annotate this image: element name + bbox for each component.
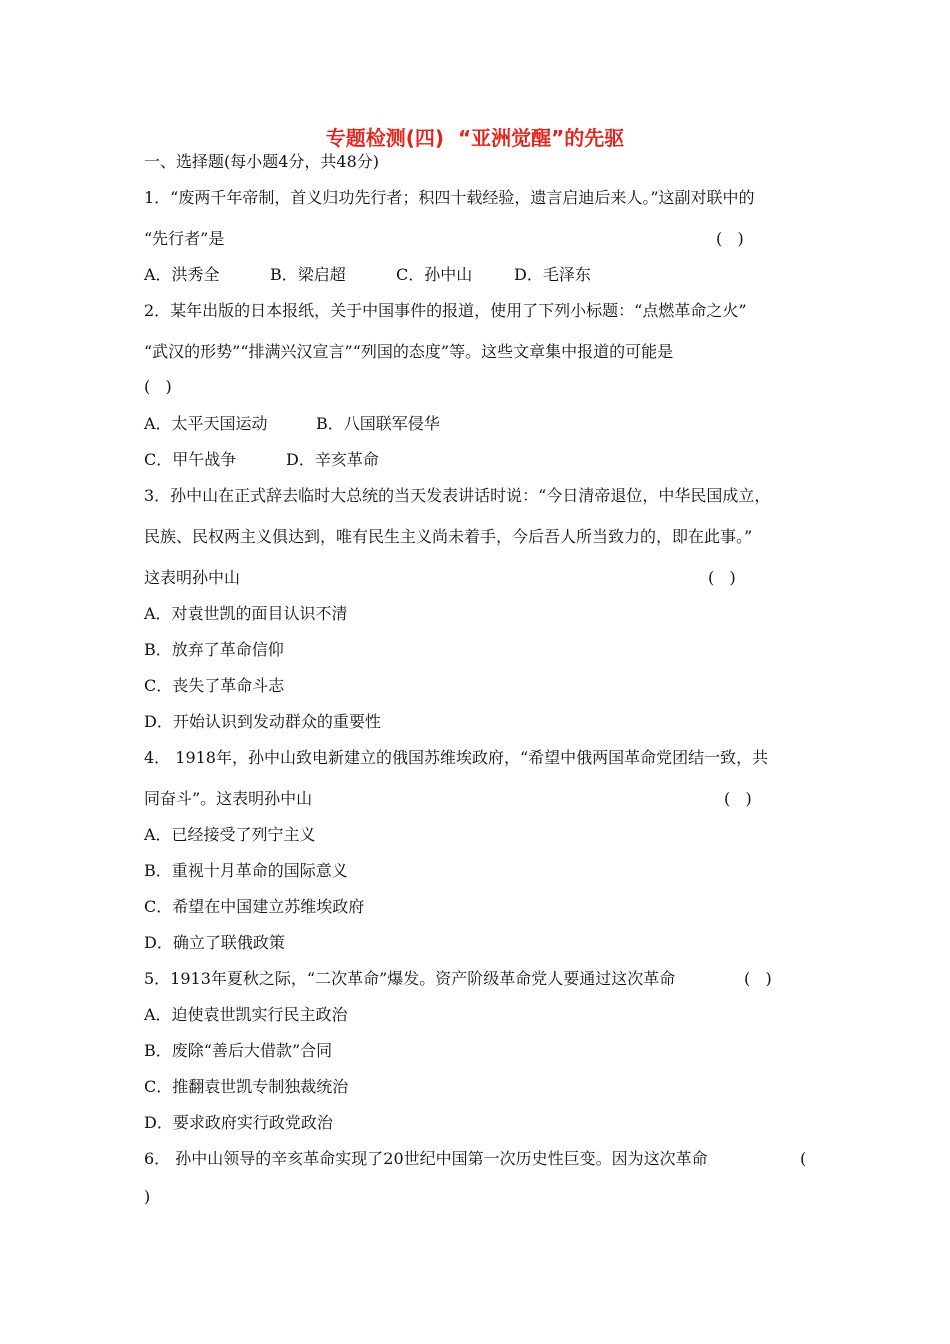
q3-option-b: B．放弃了革命信仰 [144, 640, 284, 659]
q1-stem-line1: 1．“废两千年帝制，首义归功先行者；积四十载经验，遗言启迪后来人。”这副对联中的 [144, 188, 755, 207]
q1-answer-bracket: ( ) [716, 229, 744, 248]
q4-stem-line2: 同奋斗”。这表明孙中山 [144, 789, 313, 808]
q4-option-d: D．确立了联俄政策 [144, 933, 285, 952]
page-title: 专题检测(四) “亚洲觉醒”的先驱 [325, 126, 625, 150]
q1-option-c: C．孙中山 [396, 265, 473, 284]
q4-option-a: A．已经接受了列宁主义 [144, 825, 316, 844]
q2-stem-line2: “武汉的形势”“排满兴汉宣言”“列国的态度”等。这些文章集中报道的可能是 [144, 342, 674, 361]
q4-answer-bracket: ( ) [724, 789, 752, 808]
q2-option-a: A．太平天国运动 [144, 414, 268, 433]
q2-options-row1 [144, 414, 440, 434]
q5-stem-line1: 5．1913年夏秋之际，“二次革命”爆发。资产阶级革命党人要通过这次革命 [144, 969, 676, 988]
section-heading: 一、选择题(每小题4分，共48分) [144, 152, 380, 171]
q2-options-row2 [144, 450, 379, 470]
q3-option-d: D．开始认识到发动群众的重要性 [144, 712, 381, 731]
q4-stem-line1: 4． 1918年，孙中山致电新建立的俄国苏维埃政府，“希望中俄两国革命党团结一致，共 [144, 748, 769, 767]
q3-stem-line1: 3．孙中山在正式辞去临时大总统的当天发表讲话时说：“今日清帝退位，中华民国成立， [144, 486, 771, 505]
q4-option-c: C．希望在中国建立苏维埃政府 [144, 897, 365, 916]
q3-answer-bracket: ( ) [708, 568, 736, 587]
q5-option-c: C．推翻袁世凯专制独裁统治 [144, 1077, 349, 1096]
q2-answer-bracket: ( ) [144, 377, 172, 396]
q2-option-d: D．辛亥革命 [286, 450, 379, 469]
q1-option-a: A．洪秀全 [144, 265, 220, 284]
q6-bracket-close: ) [144, 1187, 151, 1206]
q3-option-a: A．对袁世凯的面目认识不清 [144, 604, 348, 623]
q5-option-b: B．废除“善后大借款”合同 [144, 1041, 333, 1060]
q1-option-b: B．梁启超 [270, 265, 346, 284]
q2-option-c: C．甲午战争 [144, 450, 237, 469]
q2-option-b: B．八国联军侵华 [316, 414, 440, 433]
q6-stem-line1: 6． 孙中山领导的辛亥革命实现了20世纪中国第一次历史性巨变。因为这次革命 [144, 1149, 708, 1168]
q4-option-b: B．重视十月革命的国际意义 [144, 861, 348, 880]
q3-stem-line3: 这表明孙中山 [144, 568, 241, 587]
q5-option-a: A．迫使袁世凯实行民主政治 [144, 1005, 348, 1024]
q1-stem-line2: “先行者”是 [144, 229, 225, 248]
q1-options [144, 265, 591, 285]
q3-stem-line2: 民族、民权两主义俱达到，唯有民生主义尚未着手，今后吾人所当致力的，即在此事。” [144, 527, 753, 546]
q5-option-d: D．要求政府实行政党政治 [144, 1113, 333, 1132]
q3-option-c: C．丧失了革命斗志 [144, 676, 285, 695]
q6-bracket-open: ( [800, 1149, 807, 1168]
q2-stem-line1: 2．某年出版的日本报纸，关于中国事件的报道，使用了下列小标题：“点燃革命之火” [144, 301, 747, 320]
q5-answer-bracket: ( ) [744, 969, 772, 988]
q1-option-d: D．毛泽东 [514, 265, 591, 284]
